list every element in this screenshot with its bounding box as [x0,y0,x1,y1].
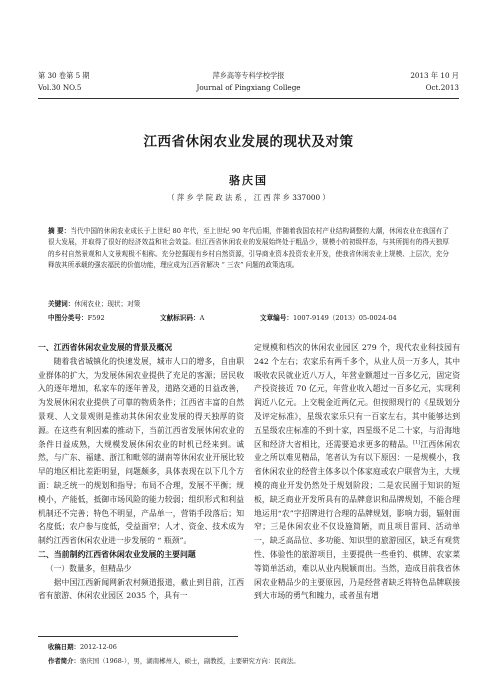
keywords-label: 关键词： [48,300,75,308]
citation-ref: [1] [413,438,421,445]
author-bio-text: 骆庆国（1968-），男，湖南郴州人，硕士，副教授，主要研究方向：民商法。 [79,657,300,665]
paragraph-3-cont: 江西休闲农业之所以难见精品，笔者认为有以下原因：一是规模小，我省休闲农业的经营主体多以个体家庭或农户联营为主，大规模的商业开发仍然处于规划阶段；二是农民囿于知识的短板，缺乏商业开发所具有的品牌意识和品牌规划，不能合理地运用“农”字招牌进行合理的品牌规划，影响力弱，辐射面窄；三是休闲农业不仅设施简陋，而且项目雷同、活动单一，缺乏高品位、多功能、知识型的旅游园区，缺乏有观赏性、体验性的旅游项目，主要提供一些垂钓、棋牌、农家菜等简单活动，难以从业内脱颖而出。当然，造成目前我省休闲农业精品少的主要原因，乃是经营者缺乏将特色品牌联接到大市场的勇气和魄力，或者虽有增 [254,439,460,601]
abstract-text: 当代中国的休闲农业成长于上世纪 80 年代，至上世纪 90 年代后期，伴随着我国农村产业结构调整的大潮，休闲农业在我国有了很大发展，并取得了很好的经济效益和社会效益。但江西省休闲农业的发展始终处于粗品少，规模小的初级样态，与其所拥有的得天独厚的乡村自然景观和人文景观极不相称。充分挖掘现有乡村自然资源，引导商业资本投资农业开发，使我省休闲农业上规模、上层次，充分释放其所承载的强农福民的价值功能，理应成为江西省解决 “ 三农” 问题的政策选项。 [48,227,450,270]
keywords-text: 休闲农业；现状；对策 [74,300,141,308]
subsection-heading-2-1: （一）数量多，但精品少 [45,563,132,573]
article-number [260,313,397,324]
clc-value: F592 [87,314,105,322]
doc-code [160,313,204,324]
running-header [38,70,459,98]
paragraph-3-text: 定规模和档次的休闲农业园区 279 个，现代农业科技园有 242 个左右；农家乐有两千多个，从业人员一万多人，其中吸收农民就业近八万人，年营业额超过一百多亿元，固定资产投资接近 70 亿元，年营业收入超过一百多亿元，实现利润近八亿元。上交税金近两亿元。但按照现行的《星级划分及评定标准》，星级农家乐只有一百家左右，其中能够达到五星级农庄标准的不到十家，四星级不足二十家，与沿海地区和经济大省相比，还需要追求更多的精品。 [254,343,460,449]
abstract [48,226,449,272]
author-bio [48,656,459,666]
clc-label: 中图分类号： [48,314,88,322]
paper-title: 江西省休闲农业发展的现状及对策 [143,134,354,150]
author-affiliation: （ 萍 乡 学 院 政 法 系 ， 江 西 萍 乡 337000 ） [167,193,330,202]
keywords [48,299,449,310]
received-label: 收稿日期： [48,643,80,651]
paragraph-1: 随着我省城镇化的快速发展，城市人口的增多，自由职业群体的扩大，为发展休闲农业提供了充足的客源；居民收入的逐年增加，私家车的逐年普及，道路交通的日益改善，为发展休闲农业提供了可靠的物质条件；江西省丰富的自然景观、人文景观则是推动其休闲农业发展的得天独厚的资源。在这些有利因素的推动下，当前江西省发展休闲农业的条件日益成熟，大规模发展休闲农业的时机已经来到。诚然，与广东、福建、浙江和毗邻的湖南等休闲农业开展比较早的地区相比差距明显，问题颇多，具体表现在以下几个方面：缺乏统一的规划和指导；布局不合理，发展不平衡；规模小，产能低，抵御市场风险的能力较弱；组织形式和利益机制还不完善；特色不明显，产品单一，营销手段落后；知名度低；农户参与度低，受益面窄；人才、资金、技术成为制约江西省休闲农业进一步发展的 “ 瓶颈”。 [38,356,244,546]
doc-label: 文献标识码： [160,314,200,322]
section-heading-1: 一、江西省休闲农业发展的背景及概况 [38,343,173,352]
doc-value: A [199,314,205,322]
art-value: 1007-9149（2013）05-0024-04 [292,314,397,322]
journal-name [38,70,459,94]
received-value: 2012-12-06 [79,643,117,651]
journal-name-en: Journal of Pingxiang College [196,83,301,92]
abstract-label: 摘 要： [48,227,71,235]
date-cn: 2013 年 10 月 [410,71,459,80]
header-rule [38,98,459,99]
volume-en: Vol.30 NO.5 [38,83,82,92]
paragraph-2: 据中国江西新闻网新农村频道报道，截止到目前，江西省有旅游、休闲农业园区 2035 个，具有一 [38,577,244,601]
received-date [48,642,459,652]
art-label: 文章编号： [260,314,293,322]
journal-date [410,70,459,94]
paper-author: 骆庆国 [229,174,268,187]
paragraph-3 [254,341,460,603]
date-en: Oct.2013 [425,83,459,92]
body-column-left [38,341,244,603]
journal-name-cn: 萍乡高等专科学校学报 [212,71,285,80]
section-heading-2: 二、当前制约江西省休闲农业发展的主要问题 [38,549,196,559]
volume-cn: 第 30 卷第 5 期 [38,71,90,80]
footnote-rule [38,636,238,637]
body-column-right [254,341,460,603]
clc-number [48,313,105,324]
author-bio-label: 作者简介： [48,657,80,665]
